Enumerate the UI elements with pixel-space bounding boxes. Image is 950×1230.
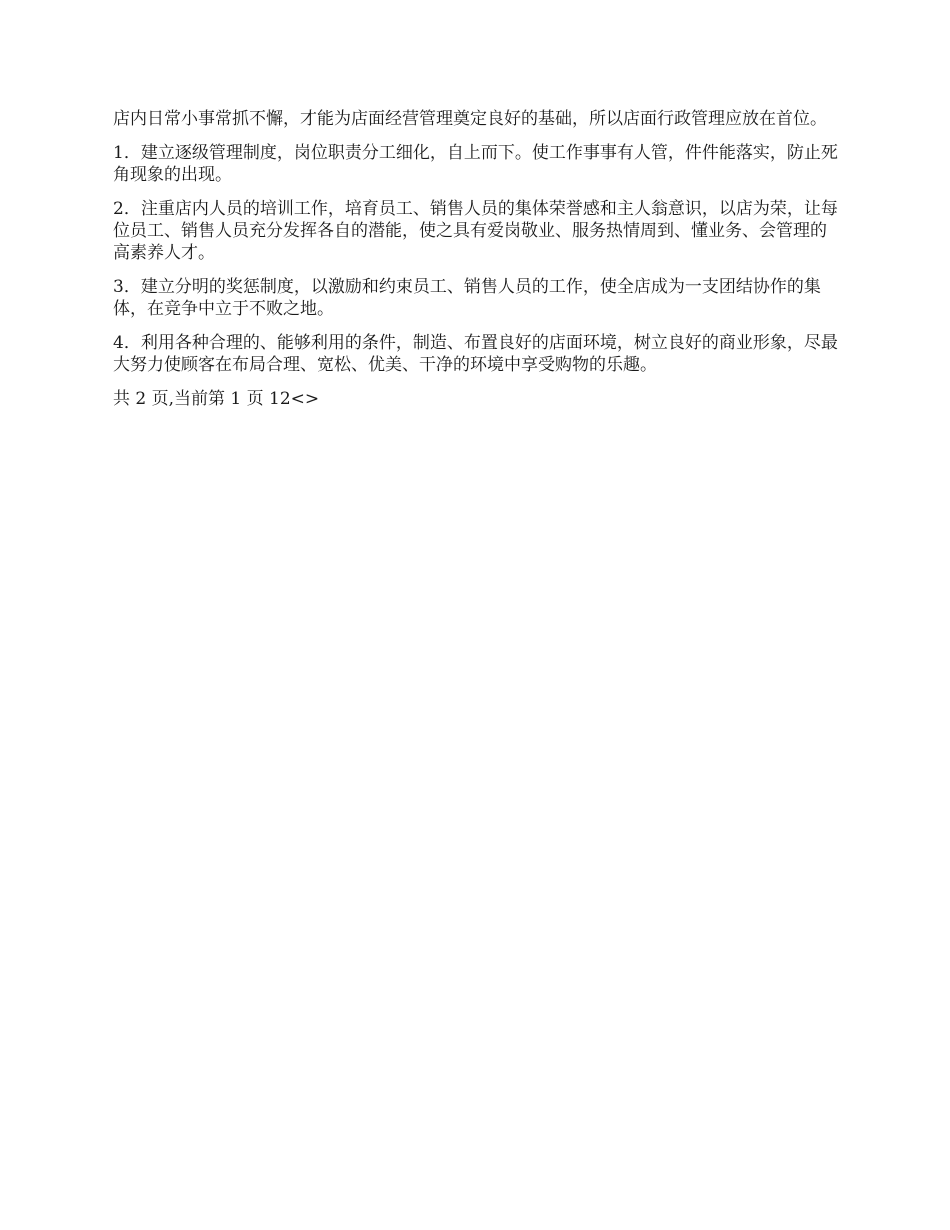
list-item: 3．建立分明的奖惩制度，以激励和约束员工、销售人员的工作，使全店成为一支团结协作的集体，在竞争中立于不败之地。 [113,277,821,319]
pagination-text: 共 2 页,当前第 1 页 12<> [113,389,320,409]
document-body [113,108,843,410]
list-item: 1．建立逐级管理制度，岗位职责分工细化，自上而下。使工作事事有人管，件件能落实，防止死角现象的出现。 [113,143,838,185]
list-item: 2．注重店内人员的培训工作，培育员工、销售人员的集体荣誉感和主人翁意识，以店为荣，让每位员工、销售人员充分发挥各自的潜能，使之具有爱岗敬业、服务热情周到、懂业务、会管理的高素养人才。 [113,199,838,263]
intro-paragraph: 店内日常小事常抓不懈，才能为店面经营管理奠定良好的基础，所以店面行政管理应放在首位。 [113,109,827,129]
list-item: 4．利用各种合理的、能够利用的条件，制造、布置良好的店面环境，树立良好的商业形象，尽最大努力使顾客在布局合理、宽松、优美、干净的环境中享受购物的乐趣。 [113,333,838,375]
